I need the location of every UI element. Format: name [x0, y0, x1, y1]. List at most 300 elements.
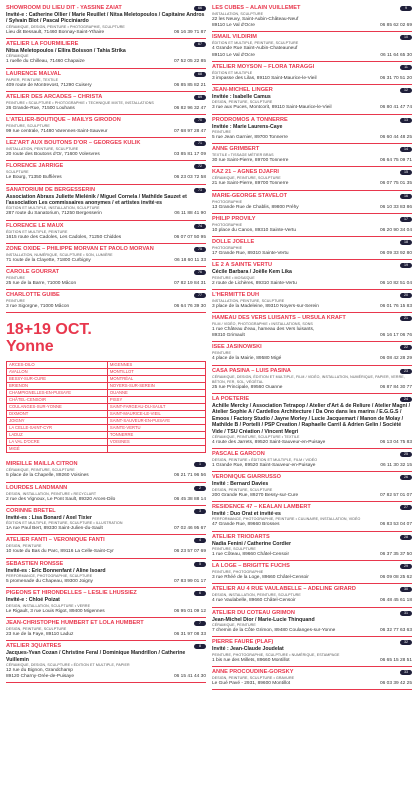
venue-title: ATELIER TRIODARTS — [212, 533, 270, 540]
venue-entry — [212, 342, 412, 365]
venue-number-badge: 25 — [400, 452, 412, 457]
venue-entry — [6, 535, 206, 558]
venue-phone: 06 10 82 51 04 — [379, 280, 412, 286]
venue-number-badge: 4 — [194, 538, 206, 543]
venue-address: 2 route de Lichères, 89310 Sainte-Vertu — [212, 280, 297, 286]
venue-address-row — [6, 175, 206, 181]
venue-address-row — [212, 251, 412, 257]
venue-address-row — [6, 152, 206, 158]
venue-address-row — [6, 129, 206, 135]
towns-row — [7, 432, 206, 439]
venue-title: CAROLE GOURRAT — [6, 269, 60, 276]
venue-categories: INSTALLATION, NUMÉRIQUE, SCULPTURE • SON, LUMIÈRE — [6, 252, 113, 257]
venue-number-badge: 19 — [400, 263, 412, 268]
venue-title: LA LOGE – BRIGITTE FUCHS — [212, 563, 290, 570]
venue-entry — [212, 532, 412, 562]
venue-address: 3 rue aux Puces, Montcorit, 89110 Saint-Maurice-le-Vieil — [212, 105, 332, 111]
venue-categories: INSTALLATION, SCULPTURE — [212, 12, 264, 16]
venue-guests: Invitée : Isabelle Camus — [212, 94, 271, 101]
venue-entry — [212, 608, 412, 638]
venue-categories: PHOTOGRAPHIE — [212, 246, 243, 251]
venue-title: PRODROMOS À TONNERRE — [212, 116, 288, 123]
venue-number-badge: 21 — [400, 316, 412, 321]
town-name: PISSY — [107, 397, 205, 404]
venue-address-row — [212, 493, 412, 499]
venue-address: 13 Grande Rue de Chablis, 89800 Préhy — [212, 204, 299, 210]
venue-title: JEAN-CHRISTOPHE HUMBERT ET LOLA HUMBERT — [6, 619, 144, 626]
town-name: LADUZ — [7, 432, 108, 439]
venue-entry — [6, 3, 206, 39]
venue-categories: INSTALLATION, PEINTURE, SCULPTURE — [6, 147, 79, 152]
venue-categories: ÉDITION ET MULTIPLE, PEINTURE, SCULPTURE — [212, 41, 299, 46]
town-name: OUANNE — [107, 390, 205, 397]
venue-number-badge: 75 — [194, 247, 206, 252]
venue-number-badge: 28 — [400, 535, 412, 540]
venue-guests: Jean-Michel Dior / Marie-Lucie Thinquand — [212, 616, 315, 623]
venue-address: 25 rue Principale, 89560 Ouanne — [212, 384, 283, 390]
venue-entry — [212, 167, 412, 190]
venue-categories: DESIGN, PEINTURE • ÉDITION ET MULTIPLE, FILM / VIDÉO — [212, 458, 318, 463]
venue-entry — [6, 267, 206, 290]
venue-categories: CÉRAMIQUE, PEINTURE, SCULPTURE — [212, 176, 281, 181]
venue-address: 5 rue Jean Garnier, 89700 Tonnerre — [212, 135, 288, 141]
venue-address: 4 rue Vaulabelle, 89660 Châtel-Censoir — [212, 598, 296, 604]
venue-number-badge: 6 — [194, 591, 206, 596]
venue-phone: 06 80 41 47 74 — [379, 105, 412, 111]
venue-number-badge: 8 — [194, 644, 206, 649]
venue-phone: 06 23 03 72 58 — [173, 175, 206, 181]
venue-number-badge: 77 — [194, 293, 206, 298]
venue-address: 409 route de Montrevost, 71290 Cuisery — [6, 82, 92, 88]
venue-phone: 06 15 41 44 30 — [173, 674, 206, 680]
venue-phone: 06 21 71 96 56 — [173, 473, 206, 479]
venue-title: LE 2 À SAINTE VERTU — [212, 262, 272, 269]
towns-row — [7, 411, 206, 418]
venue-number-badge: 27 — [400, 505, 412, 510]
venue-address-row — [6, 106, 206, 112]
venue-address-row — [6, 258, 206, 264]
town-name: VOISINES — [107, 439, 205, 446]
venue-address: 99 rue centrale, 71480 Varennes-Saint-Sauveur — [6, 129, 108, 135]
venue-categories: PEINTURE • SCULPTURE • PHOTOGRAPHIE • TECHNIQUE MIXTE, INSTALLATIONS — [6, 100, 154, 105]
venue-address: 23 rue de la Faye, 89110 Laduz — [6, 631, 74, 637]
towns-row — [7, 425, 206, 432]
town-name: BRIENON — [7, 383, 108, 390]
venue-entry — [212, 561, 412, 584]
venue-address-row — [212, 281, 412, 287]
date-heading: 18+19 OCT. — [6, 321, 92, 339]
town-name: BESSY-SUR-CURE — [7, 376, 108, 383]
venue-address-row — [6, 304, 206, 310]
venue-phone: 07 82 57 01 07 — [379, 492, 412, 498]
venue-number-badge: 30 — [400, 587, 412, 592]
venue-entry — [212, 667, 412, 690]
venue-entry — [212, 449, 412, 472]
venue-entry — [6, 459, 206, 482]
venue-entry — [212, 115, 412, 145]
venue-address: 4 Grande Rue Saint-Aubin-Chateauneuf 89110 Le Val d'Ocre — [212, 46, 298, 58]
venue-number-badge: 68 — [194, 72, 206, 77]
venue-entry — [212, 62, 412, 85]
venue-entry — [212, 366, 412, 394]
venue-entry — [212, 260, 412, 290]
venue-address: 3 place de la Madeleine, 89310 Noyers-sur-Serein — [212, 303, 319, 309]
venue-number-badge: 2 — [194, 486, 206, 491]
venue-categories: CÉRAMIQUE, DESIGN, PEINTURE • PHOTOGRAPHIE, SCULPTURE — [6, 24, 125, 29]
venue-guests: Invité-es : Eric Bonnenfant / Aline Isoard — [6, 567, 106, 574]
venue-guests: Invitée : Marie Laurens-Caye — [212, 123, 283, 130]
venue-phone: 06 82 96 32 47 — [173, 105, 206, 111]
towns-row — [7, 404, 206, 411]
venue-title: ATELIER DES ARCADES – CHRISTA — [6, 93, 103, 100]
venue-entry — [212, 191, 412, 214]
venue-guests: Invité-es : Lisa Bonard / Axel Tixier — [6, 514, 92, 521]
town-name — [107, 446, 205, 453]
town-name: COULANGES-SUR-YONNE — [7, 404, 108, 411]
venue-title: CHARLOTTE GUIBÉ — [6, 292, 60, 299]
venue-number-badge: 15 — [400, 170, 412, 175]
venue-entry — [212, 472, 412, 502]
venue-categories: CÉRAMIQUE, DESIGN, SCULPTURE • ÉDITION ET MULTIPLE, PAPIER — [6, 662, 130, 667]
towns-row — [7, 383, 206, 390]
venue-address-row — [212, 552, 412, 558]
venue-phone: 03 85 81 17 09 — [173, 152, 206, 158]
venue-number-badge: 14 — [400, 147, 412, 152]
venue-title: ATELIER LA FOURMILIÈRE — [6, 41, 79, 48]
venue-address: Le Bourg, 71350 Buffières — [6, 175, 62, 181]
venue-address-row — [212, 105, 412, 111]
towns-row — [7, 418, 206, 425]
venue-address-row — [212, 76, 412, 82]
venue-address: 1 ruelle du Chilleau, 71460 Chapaize — [6, 59, 85, 65]
town-name: MIGENNES — [107, 362, 205, 369]
venue-phone: 06 48 45 61 18 — [379, 598, 412, 604]
venue-address-row — [212, 440, 412, 446]
venue-address: 25 rue de la Barre, 71000 Mâcon — [6, 281, 77, 287]
venue-phone: 07 83 99 01 17 — [173, 579, 206, 585]
venue-entry — [212, 313, 412, 342]
town-name: DIXMONT — [7, 411, 108, 418]
venue-number-badge: 24 — [400, 397, 412, 402]
town-name: SAINT-FARGEAU-DU-SAULT — [107, 404, 205, 411]
venue-categories: FILM / VIDÉO, PHOTOGRAPHIE • INSTALLATIONS, SONS — [212, 322, 313, 327]
venue-number-badge: 67 — [194, 42, 206, 47]
venue-categories: PEINTURE — [212, 130, 231, 135]
venue-entry — [6, 483, 206, 506]
town-name: CHÂTEL-CENSOIR — [7, 397, 108, 404]
venue-number-badge: 20 — [400, 293, 412, 298]
venue-phone: 07 02 46 95 67 — [173, 526, 206, 532]
venue-number-badge: 5 — [194, 562, 206, 567]
venue-address: 287 route du Sanatorium, 71250 Bergesserin — [6, 211, 102, 217]
yonne-listings-right — [212, 3, 412, 690]
towns-table — [6, 361, 206, 453]
venue-address-row — [6, 579, 206, 585]
venue-categories: PEINTURE, PHOTOGRAPHIE — [212, 570, 264, 575]
town-name: MONTILLOT — [107, 369, 205, 376]
venue-address: 10 place du Canon, 89310 Sainte-Vertu — [212, 227, 297, 233]
venue-phone: 06 60 44 48 25 — [379, 135, 412, 141]
venue-number-badge: 69 — [194, 95, 206, 100]
venue-title: ATELIER DU COTEAU GRIMON — [212, 609, 295, 616]
venue-title: LOURDES LANDMANN — [6, 484, 68, 491]
venue-title: JEAN-MICHEL LINGER — [212, 87, 273, 94]
towns-row — [7, 369, 206, 376]
venue-phone: 06 23 57 07 69 — [173, 549, 206, 555]
venue-number-badge: 23 — [400, 369, 412, 374]
venue-address: 5 promenade du Chapeau, 89300 Joigny — [6, 579, 93, 585]
venue-address: 200 Grande Rue, 89270 Bessy-sur-Cure — [212, 492, 299, 498]
towns-row — [7, 362, 206, 369]
venue-categories: CÉRAMIQUE, PEINTURE, SCULPTURE — [6, 468, 75, 473]
venue-entry — [6, 641, 206, 683]
venue-title: ATELIER MOYSON – FLORA TARAGGI — [212, 63, 315, 70]
venue-title: DOLLÉ JOËLLE — [212, 239, 255, 246]
venue-categories: DESIGN, PEINTURE, SCULPTURE — [6, 626, 67, 631]
venue-address-row — [6, 632, 206, 638]
venue-categories: PEINTURE, SCULPTURE — [212, 546, 256, 551]
venue-address-row — [212, 681, 412, 687]
venue-number-badge: 66 — [194, 6, 206, 11]
venue-entry — [6, 244, 206, 267]
venue-address: 2 rue des Vignoux, Le Pont Sault, 89320 Arces-Dilo — [6, 496, 116, 502]
venue-categories: DESIGN, INSTALLATION, SCULPTURE • VERRE — [6, 603, 91, 608]
venue-address: 17 Grande Rue, 89310 Sainte-Vertu — [212, 251, 289, 257]
venue-number-badge: 17 — [400, 217, 412, 222]
venue-phone: 06 85 62 02 69 — [379, 23, 412, 29]
venue-title: KAZ 21 – AGNÈS DJAFRI — [212, 169, 279, 176]
venue-title: ISMAIL VILDIRIM — [212, 34, 257, 41]
venue-entry — [212, 502, 412, 532]
venue-title: VÉRONIQUE GIARRUSSO — [212, 474, 281, 481]
right-column — [212, 3, 412, 690]
venue-phone: 06 83 53 04 07 — [379, 522, 412, 528]
venue-entry — [6, 39, 206, 69]
venue-address-row — [212, 658, 412, 664]
venue-phone: 06 95 01 09 12 — [173, 608, 206, 614]
venue-phone: 06 18 60 11 33 — [174, 257, 206, 263]
venue-entry — [212, 637, 412, 667]
venue-address-row — [212, 158, 412, 164]
venue-address: 7 chemin de la Côte Grimon, 89480 Coulanges-sur-Yonne — [212, 627, 336, 633]
venue-phone: 06 03 39 42 25 — [379, 680, 412, 686]
venue-address: Le Rigault, 3 rue Louis Rigot, 89400 Migennes — [6, 608, 105, 614]
venue-number-badge: 76 — [194, 270, 206, 275]
venue-phone: 06 13 04 75 83 — [379, 439, 412, 445]
venue-categories: ÉDITION ET MULTIPLE, PEINTURE — [6, 229, 68, 234]
venue-address: 26 Grande-Rue, 71500 Louhans — [6, 105, 75, 111]
venue-address: 1A rue Paul Bert, 89330 Saint-Julien-du-Sault — [6, 526, 103, 532]
venue-guests: Invité : Duo Orat et invité·es — [212, 510, 281, 517]
venue-guests: Cécile Barbara / Joëlle Kem Lika — [212, 269, 292, 276]
venue-title: ATELIER AU 4 RUE VAULABELLE – ADELINE GIRARD — [212, 586, 356, 593]
venue-title: SANATORIUM DE BERGESSERIN — [6, 186, 95, 193]
venue-entry — [212, 394, 412, 449]
venue-entry — [212, 237, 412, 260]
venue-address-row — [6, 549, 206, 555]
venue-address-row — [212, 135, 412, 141]
venue-phone: 06 10 33 83 86 — [379, 204, 412, 210]
venue-number-badge: 1 — [194, 462, 206, 467]
venue-entry — [212, 290, 412, 313]
venue-title: LÉZ'ART AUX BOUTONS D'OR – GEORGES KULIK — [6, 140, 141, 147]
venue-address-row — [212, 304, 412, 310]
town-name: MONTRÉAL — [107, 376, 205, 383]
venue-entry — [6, 506, 206, 536]
venue-title: LA POÊTERIE — [212, 395, 250, 402]
venue-address-row — [6, 473, 206, 479]
venue-address-row — [6, 497, 206, 503]
venue-phone: 06 87 84 30 77 — [379, 384, 412, 390]
venue-entry — [6, 161, 206, 184]
venue-address: 30 rue Saint-Pierre, 89700 Tonnerre — [212, 158, 289, 164]
venue-categories: PEINTURE • MOSAÏQUE — [212, 275, 255, 280]
venue-number-badge: 26 — [400, 475, 412, 480]
town-name: MIGÉ — [7, 446, 108, 453]
venue-phone: 06 45 38 88 14 — [173, 496, 206, 502]
venue-title: FLORENCE JARRIGE — [6, 163, 64, 170]
venue-phone: 06 01 76 15 83 — [379, 303, 412, 309]
venue-guests: Invité-e : Catherine Ollier / Marie Reuillet / Nitsa Meletopoulos / Capitaine Andros / Sylvain Blot / Pascal Picciniardo — [6, 12, 205, 25]
venue-address-row — [6, 526, 206, 532]
venue-address-row — [6, 30, 206, 36]
venue-title: SHOWROOM DU LIEU DIT - YASSINE ZAIAT — [6, 5, 122, 11]
venue-number-badge: 18 — [400, 240, 412, 245]
venue-phone: 06 16 17 06 76 — [379, 333, 412, 339]
venue-phone: 07 68 97 28 47 — [173, 129, 206, 135]
venue-address: 1 bis rue des Millets, 89660 Montillot — [212, 657, 290, 663]
venue-categories: ÉDITION ET MULTIPLE, INSTALLATION, SCULPTURE — [6, 206, 100, 211]
venue-title: FLORENCE LE MAUX — [6, 222, 64, 229]
venue-address-row — [212, 46, 412, 58]
venue-title: HAMEAU DES VERS LUISANTS – URSULA KRAFT — [212, 315, 346, 322]
venue-phone: 06 20 90 34 04 — [379, 227, 412, 233]
venue-categories: PEINTURE, PHOTOGRAPHIE, SCULPTURE • NUMÉRIQUE, ESTAMPAGE — [212, 652, 340, 657]
venue-categories: SCULPTURE — [6, 170, 29, 175]
venue-address: 1 Grande Rue, 89520 Saint-Sauveur-en-Puisaye — [212, 463, 316, 469]
venue-number-badge: 70 — [194, 118, 206, 123]
venue-categories: DESIGN, PEINTURE, SCULPTURE • GRAVURE — [212, 675, 295, 680]
venue-address-row — [212, 385, 412, 391]
venue-title: LES CUBES – ALAIN VUILLEMET — [212, 5, 301, 11]
venue-phone: 06 11 88 41 90 — [174, 211, 206, 217]
venue-phone: 06 16 39 71 87 — [173, 29, 206, 35]
venue-guests: Invité-e : Chloé Poizat — [6, 597, 60, 604]
town-name: SAINT-MAURICE-LE-VIEIL — [107, 411, 205, 418]
venue-address: 4 route des Jarrets, 89520 Saint-Sauveur-en-Puisaye — [212, 439, 326, 445]
venue-entry — [212, 3, 412, 32]
venue-categories: CÉRAMIQUE — [6, 54, 29, 59]
venue-address: 4 place de la Mairie, 89580 Migé — [212, 356, 282, 362]
venue-phone: 07 82 19 84 31 — [173, 281, 206, 287]
venue-title: CORINNE BRETEL — [6, 507, 56, 514]
town-name: ARCES-DILO — [7, 362, 108, 369]
town-name: AVALLON — [7, 369, 108, 376]
venue-phone: 06 85 85 82 21 — [173, 82, 206, 88]
venue-guests: Association Abraxs Juliette Mielénik / Miguel Cornela / Mathilde Sauzet et l'association Les commissaires anonymes / et artistes invité·es — [6, 193, 187, 207]
venue-address-row — [6, 609, 206, 615]
venue-number-badge: 71 — [194, 141, 206, 146]
venue-phone: 06 65 15 28 51 — [379, 657, 412, 663]
town-name: CHAMPIGNELLES-EN-PUISAYE — [7, 390, 108, 397]
venue-categories: PAPIER, PEINTURE, TEXTILE — [6, 77, 59, 82]
venue-address-row — [212, 228, 412, 234]
venue-title: MARIE-GEORGE STAVELOT — [212, 192, 287, 199]
venue-number-badge: 74 — [194, 224, 206, 229]
venue-number-badge: 12 — [400, 88, 412, 93]
venue-number-badge: 10 — [400, 35, 412, 40]
venue-phone: 06 64 76 39 30 — [173, 304, 206, 310]
saone-et-loire-listings — [6, 3, 206, 313]
venue-phone: 06 07 75 01 35 — [379, 181, 412, 187]
venue-title: ATELIER 3QUATRES — [6, 643, 62, 650]
venue-title: PIGEONS ET HIRONDELLES – LESLIE LHUSSIEZ — [6, 590, 137, 597]
venue-entry — [212, 32, 412, 61]
venue-title: ZONE OXIDE – PHILIPPE MORVAN ET PAOLO MORVAN — [6, 245, 154, 252]
venue-address: 20 route des Boutons d'Or, 71600 Volesvres — [6, 152, 100, 158]
venue-title: RÉSIDENCE 47 – KEALAN LAMBERT — [212, 503, 311, 510]
venue-address: 3 rue Rhéé de la Loge, 89660 Châtel-Censoir — [212, 575, 309, 581]
venue-number-badge: 32 — [400, 640, 412, 645]
towns-row — [7, 446, 206, 453]
venue-address-row — [212, 575, 412, 581]
venue-address-row — [212, 356, 412, 362]
town-name: JOIGNY — [7, 418, 108, 425]
venue-entry — [6, 115, 206, 138]
venue-address: Lieu dit Bessault, 71460 Bonnay-Saint-Ythaire — [6, 29, 105, 35]
venue-number-badge: 33 — [400, 670, 412, 675]
venue-address-row — [212, 327, 412, 339]
venue-categories: PERFORMANCE, PHOTOGRAPHIE, SCULPTURE — [6, 574, 93, 579]
town-name: NOYERS-SUR-SEREIN — [107, 383, 205, 390]
towns-row — [7, 390, 206, 397]
venue-phone: 06 37 35 37 50 — [379, 551, 412, 557]
venue-number-badge: 3 — [194, 509, 206, 514]
venue-address-row — [212, 522, 412, 528]
venue-title: PIERRE FAURE (PLAF) — [212, 639, 274, 646]
venue-title: SÉBASTIEN RONSSE — [6, 560, 64, 567]
venue-address: 47 Grande Rue, 89660 Brosses — [212, 522, 280, 528]
yonne-listings-left — [6, 459, 206, 683]
venue-address-row — [6, 59, 206, 65]
venue-categories: PHOTOGRAPHIE — [212, 222, 243, 227]
towns-row — [7, 397, 206, 404]
venue-address-row — [6, 235, 206, 241]
venue-title: ANNE PROCOUDINE-GORSKY — [212, 668, 294, 675]
venue-categories: DESIGN, INSTALLATION, PEINTURE • RECYCLART — [6, 491, 97, 496]
venue-categories: CÉRAMIQUE, PEINTURE, SCULPTURE • TEXTILE — [212, 434, 300, 439]
venue-phone: 06 64 75 09 71 — [379, 158, 412, 164]
venue-address-row — [212, 628, 412, 634]
town-name: SAINTE-VERTU — [107, 425, 205, 432]
venue-entry — [6, 221, 206, 244]
town-name: LA VAL D'OCRE — [7, 439, 108, 446]
venue-title: ATELIER FANTI – VÉRONIQUE FANTI — [6, 537, 105, 544]
venue-address: 1 rue Côteau, 89660 Châtel-Censoir — [212, 551, 290, 557]
venue-number-badge: 22 — [400, 345, 412, 350]
venue-guests: Achille Mercky / Association Tetrapop / Atelier d'Art & de Reliure / Atelier Magni / Atelier Sophie A / Cardellos Architecture / Da Ono dans les marins / E.G.G.S / Emoos / Factory Studio / Jayne Morley / Lucie Jacquemart / Manon de Molay / Mathilde B / Portelli / PSP Creation / Raphaelle Carril & Adrien Gelin / Société Vide / TSU Création / Vincent Megri — [212, 402, 411, 435]
venue-categories: PEINTURE — [6, 299, 25, 304]
venue-address-row — [212, 181, 412, 187]
venue-title: PHILIP PROVILY — [212, 215, 256, 222]
venue-title: L'ATELIER-BOUTIQUE – MAÏLYS GIRODON — [6, 117, 121, 124]
venue-categories: CÉRAMIQUE, DESIGN, ÉDITION ET MULTIPLE, FILM / VIDÉO, INSTALLATION, NUMÉRIQUE, PAPIER, VERRE, BÉTON, FER, SOL, VÉGÉTAL — [212, 374, 405, 384]
venue-number-badge: 29 — [400, 564, 412, 569]
venue-number-badge: 31 — [400, 611, 412, 616]
venue-title: L'HERMITTE DUH — [212, 291, 260, 298]
venue-address-row — [212, 598, 412, 604]
venue-number-badge: 9 — [400, 6, 412, 11]
